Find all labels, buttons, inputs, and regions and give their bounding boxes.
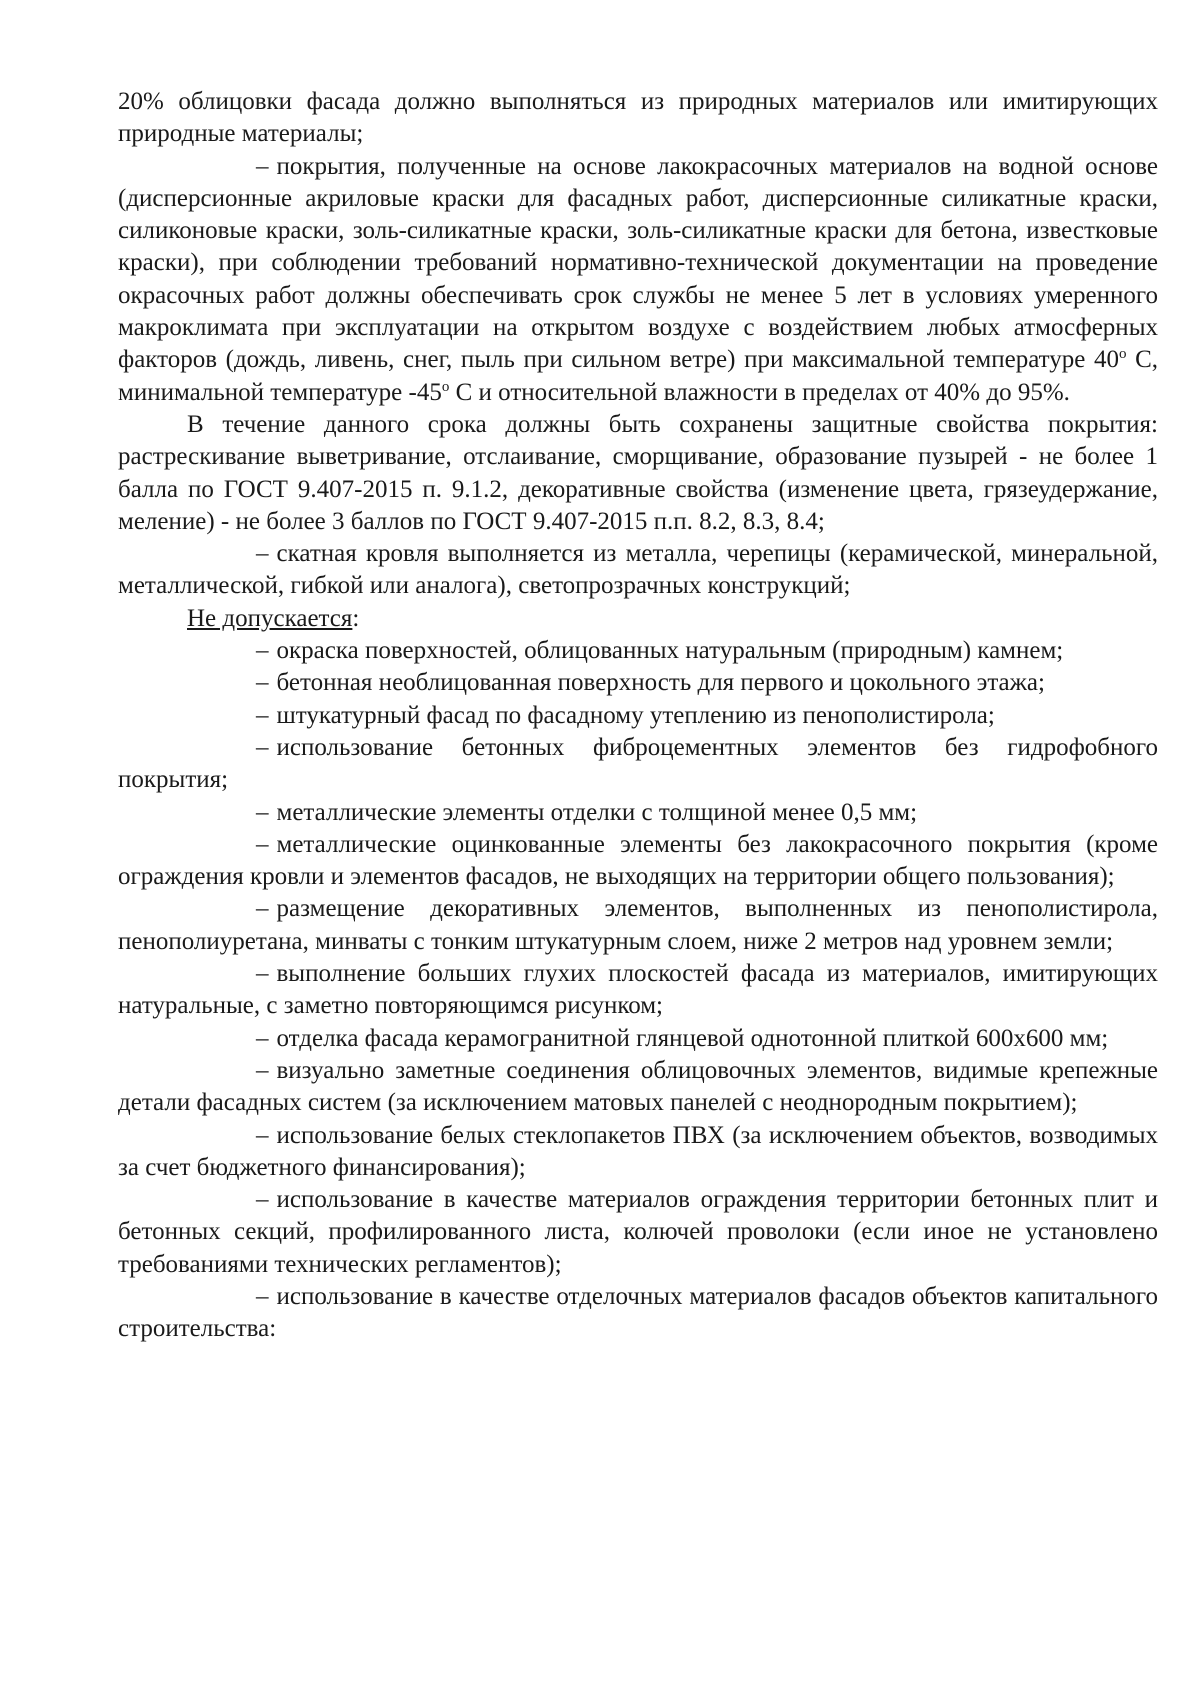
- paragraph-text: использование бетонных фиброцементных элементов без гидрофобного покрытия;: [118, 733, 1158, 794]
- heading-colon: :: [352, 604, 360, 632]
- paragraph-text: отделка фасада керамогранитной глянцевой однотонной плиткой 600х600 мм;: [276, 1024, 1109, 1052]
- dash-marker: –: [256, 798, 269, 826]
- dash-marker: –: [256, 1056, 269, 1084]
- list-item: [118, 151, 1158, 409]
- paragraph: [118, 409, 1158, 538]
- paragraph-text: покрытия, полученные на основе лакокрасочных материалов на водной основе (дисперсионные акриловые краски для фасадных работ, дисперсионные силикатные краски, силиконовые краски, золь-силикатные краски, золь-силикатные краски для бетона, известковые краски), при соблюдении требований нормативно-технической документации на проведение окрасочных работ должны обеспечивать срок службы не менее 5 лет в условиях умеренного макроклимата при эксплуатации на открытом воздухе с воздействием любых атмосферных факторов (дождь, ливень, снег, пыль при сильном ветре) при максимальной температуре 40: [118, 152, 1158, 374]
- paragraph-text: С, минимальной температуре -45: [118, 346, 1158, 406]
- list-item: [118, 1023, 1158, 1055]
- dash-marker: –: [256, 540, 269, 568]
- document-page: [118, 86, 1158, 1346]
- list-item: [118, 829, 1158, 894]
- dash-marker: –: [256, 960, 269, 988]
- paragraph-text: 20% облицовки фасада должно выполняться из природных материалов или имитирующих природные материалы;: [118, 88, 1158, 148]
- dash-marker: –: [256, 701, 269, 729]
- list-item: [118, 1055, 1158, 1120]
- list-item: [118, 893, 1158, 958]
- degree-superscript: o: [1118, 346, 1127, 363]
- list-item: [118, 635, 1158, 667]
- paragraph-text: металлические оцинкованные элементы без лакокрасочного покрытия (кроме ограждения кровли и элементов фасадов, не выходящих на территории общего пользования);: [118, 830, 1158, 891]
- dash-marker: –: [256, 830, 269, 858]
- underlined-heading: Не допускается: [187, 604, 353, 632]
- list-item: [118, 538, 1158, 603]
- dash-marker: –: [256, 895, 269, 923]
- paragraph-text: скатная кровля выполняется из металла, черепицы (керамической, минеральной, металлической, гибкой или аналога), светопрозрачных конструкций;: [118, 540, 1158, 600]
- degree-superscript: o: [441, 378, 450, 395]
- paragraph-text: окраска поверхностей, облицованных натуральным (природным) камнем;: [276, 637, 1064, 665]
- section-heading: [118, 603, 1158, 635]
- paragraph-text: штукатурный фасад по фасадному утеплению из пенополистирола;: [276, 701, 995, 729]
- paragraph-text: использование в качестве отделочных материалов фасадов объектов капитального строительства:: [118, 1282, 1158, 1343]
- dash-marker: –: [256, 637, 269, 665]
- paragraph-text: визуально заметные соединения облицовочных элементов, видимые крепежные детали фасадных систем (за исключением матовых панелей с неоднородным покрытием);: [118, 1056, 1158, 1117]
- list-item: [118, 732, 1158, 797]
- paragraph-text: использование белых стеклопакетов ПВХ (за исключением объектов, возводимых за счет бюджетного финансирования);: [118, 1121, 1158, 1181]
- paragraph-text: бетонная необлицованная поверхность для первого и цокольного этажа;: [276, 669, 1045, 697]
- paragraph-text: металлические элементы отделки с толщиной менее 0,5 мм;: [276, 798, 918, 826]
- dash-marker: –: [256, 1282, 269, 1310]
- paragraph-text: С и относительной влажности в пределах от 40% до 95%.: [449, 378, 1070, 406]
- dash-marker: –: [256, 1121, 269, 1149]
- paragraph-text: выполнение больших глухих плоскостей фасада из материалов, имитирующих натуральные, с заметно повторяющимся рисунком;: [118, 960, 1158, 1020]
- list-item: [118, 700, 1158, 732]
- paragraph: [118, 86, 1158, 151]
- paragraph-text: В течение данного срока должны быть сохранены защитные свойства покрытия: растрескивание выветривание, отслаивание, сморщивание, образование пузырей - не более 1 балла по ГОСТ 9.407-2015 п. 9.1.2, декоративные свойства (изменение цвета, грязеудержание, меление) - не более 3 баллов по ГОСТ 9.407-2015 п.п. 8.2, 8.3, 8.4;: [118, 410, 1158, 535]
- paragraph-text: использование в качестве материалов ограждения территории бетонных плит и бетонных секций, профилированного листа, колючей проволоки (если иное не установлено требованиями технических регламентов);: [118, 1186, 1158, 1278]
- dash-marker: –: [256, 669, 269, 697]
- list-item: [118, 797, 1158, 829]
- list-item: [118, 958, 1158, 1023]
- list-item: [118, 1120, 1158, 1185]
- dash-marker: –: [256, 733, 269, 761]
- list-item: [118, 1184, 1158, 1281]
- paragraph-text: размещение декоративных элементов, выполненных из пенополистирола, пенополиуретана, минваты с тонким штукатурным слоем, ниже 2 метров над уровнем земли;: [118, 895, 1158, 955]
- dash-marker: –: [256, 1024, 269, 1052]
- dash-marker: –: [256, 1186, 269, 1214]
- dash-marker: –: [256, 152, 269, 180]
- list-item: [118, 667, 1158, 699]
- list-item: [118, 1281, 1158, 1346]
